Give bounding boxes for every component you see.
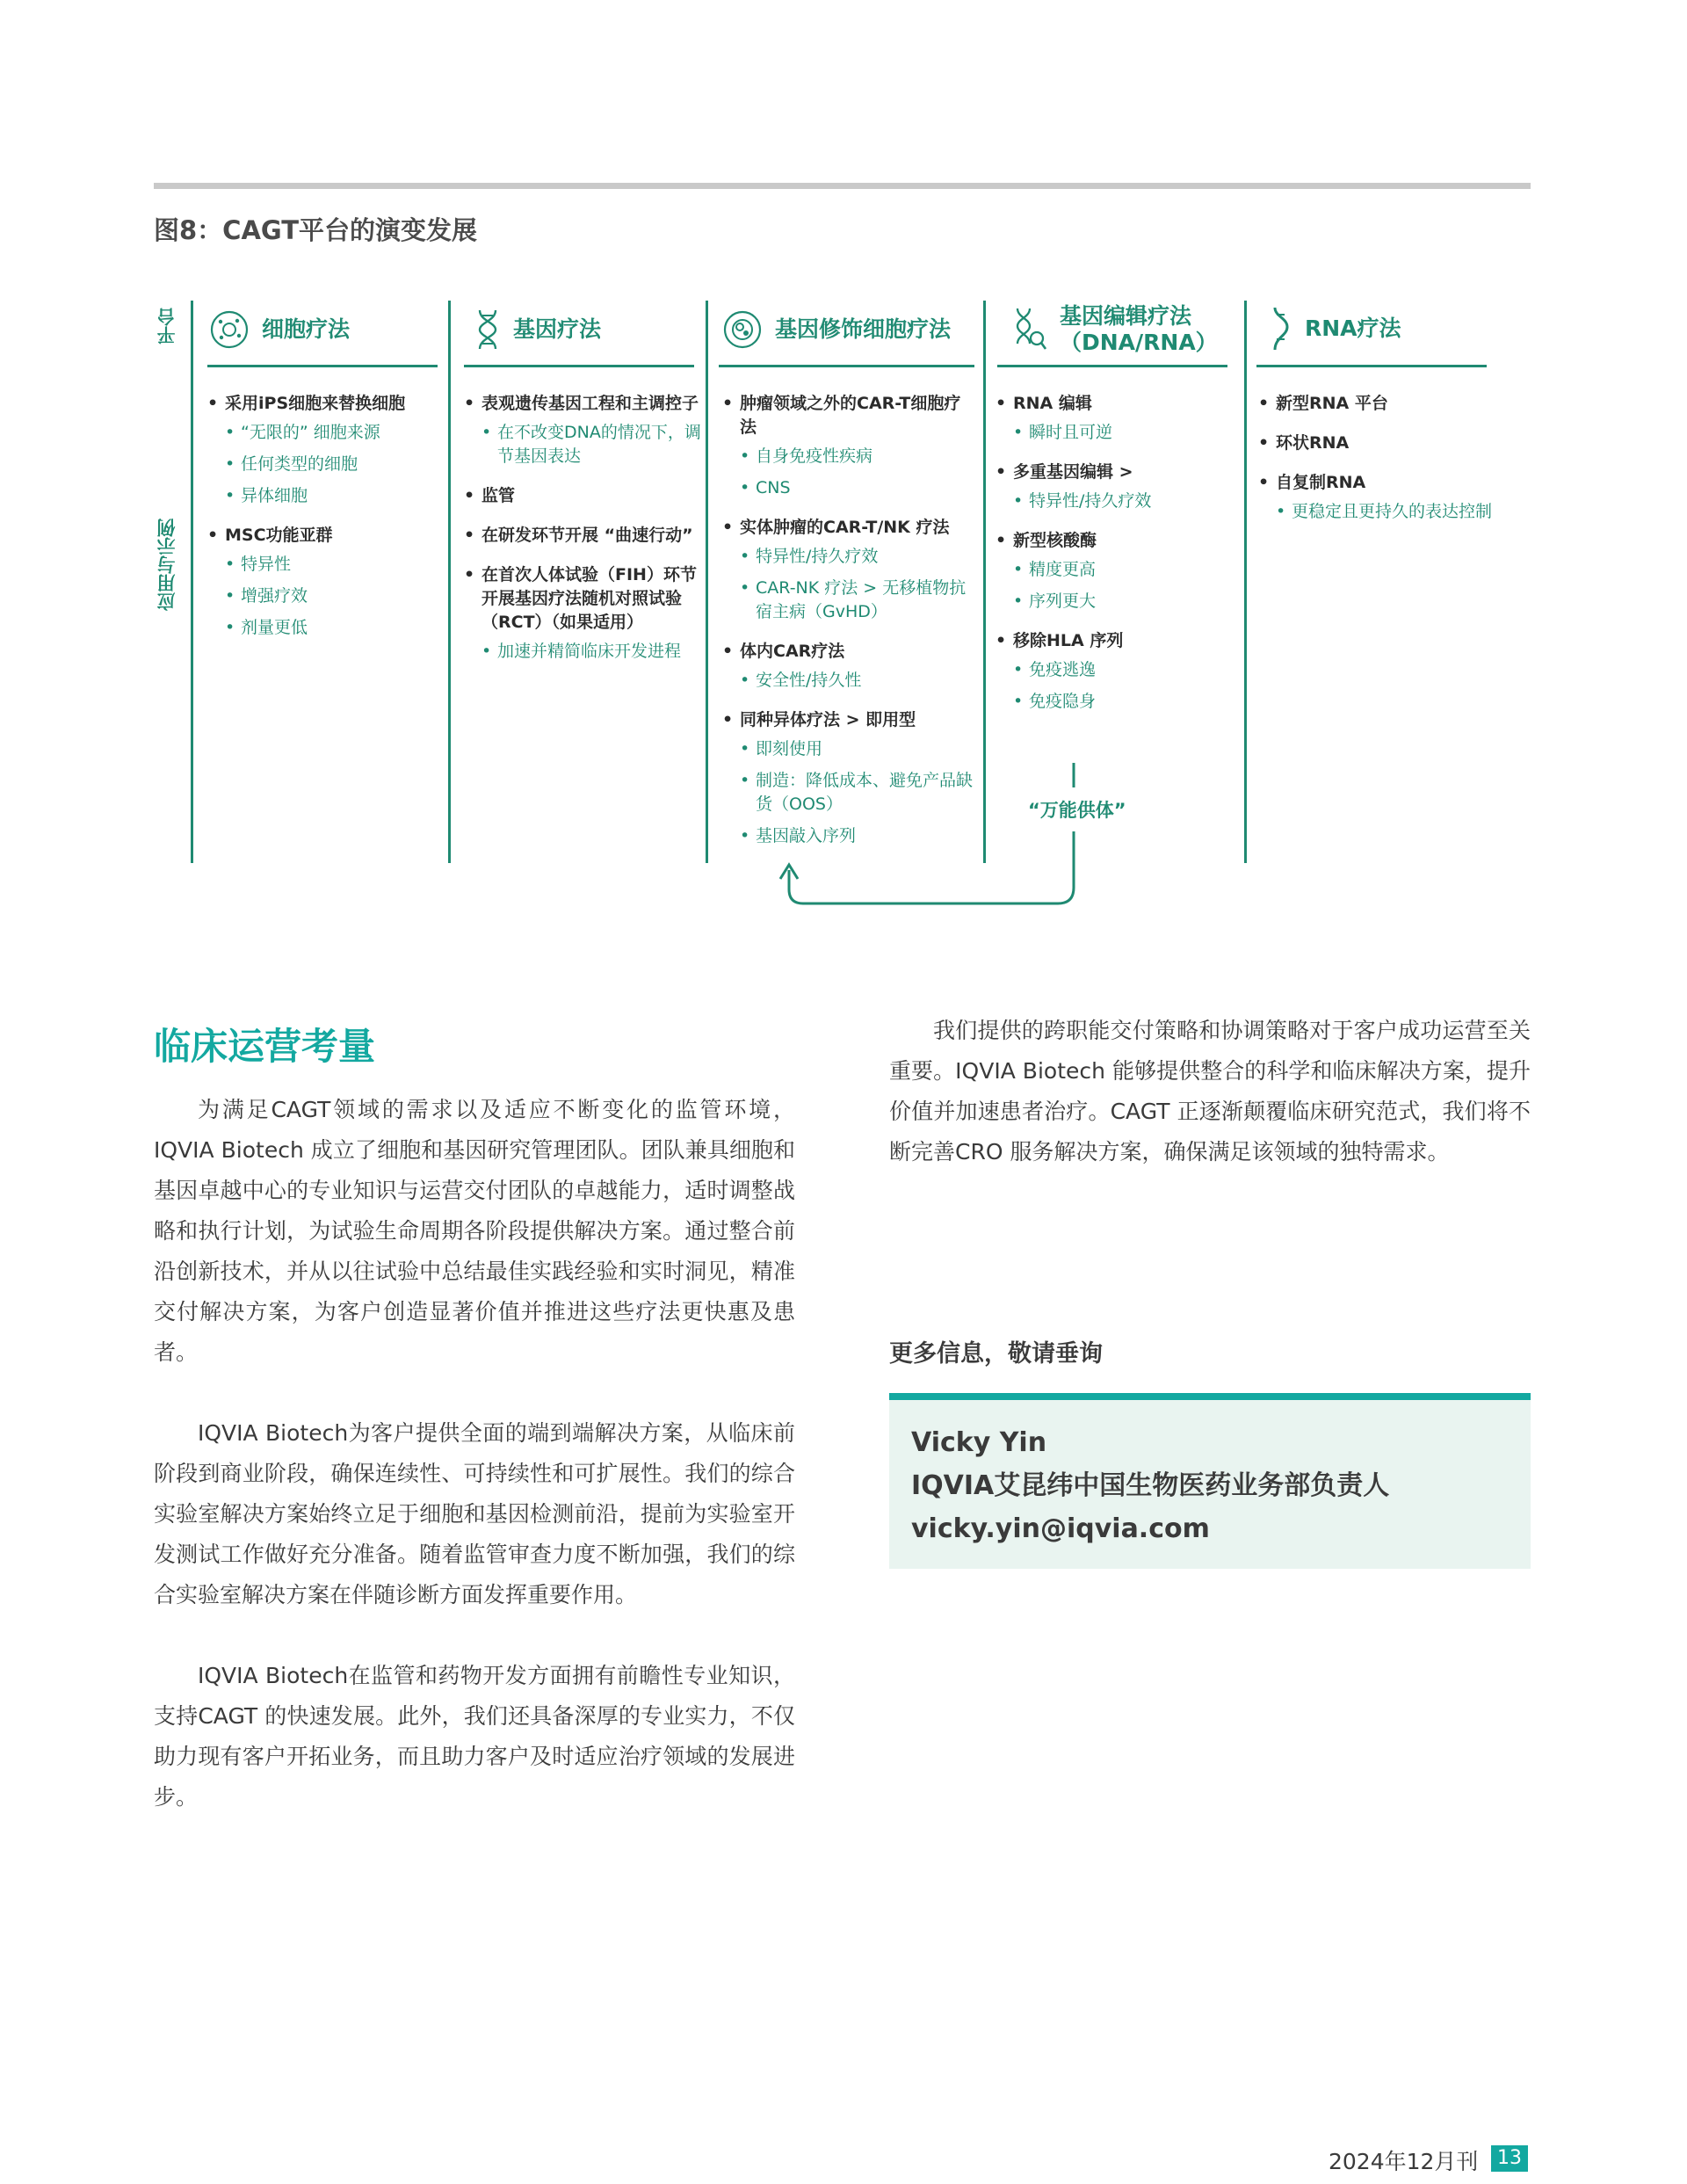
cell-icon (209, 309, 250, 350)
list-item: • 表观遗传基因工程和主调控子 • 在不改变DNA的情况下，调节基因表达 (464, 392, 701, 468)
paragraph: IQVIA Biotech为客户提供全面的端到端解决方案，从临床前阶段到商业阶段，确保连续性、可持续性和可扩展性。我们的综合实验室解决方案始终立足于细胞和基因检测前沿，提前为实验室开发测试工作做好充分准备。随着监管审查力度不断加强，我们的综合实验室解决方案在伴随诊断方面发挥重要作用。 (154, 1420, 795, 1607)
modified-cell-icon (722, 309, 763, 350)
column-body (207, 392, 440, 656)
figure-title: 图8：CAGT平台的演变发展 (154, 215, 477, 245)
list-item: • 新型RNA 平台 (1258, 392, 1513, 416)
list-item: • 在研发环节开展 “曲速行动” (464, 524, 701, 548)
column-heading-gene-therapy (474, 308, 694, 352)
column-body (464, 392, 701, 679)
column-heading-text: RNA疗法 (1305, 316, 1401, 341)
paragraph: IQVIA Biotech在监管和药物开发方面拥有前瞻性专业知识，支持CAGT 的快速发展。此外，我们还具备深厚的专业实力，不仅助力现有客户开拓业务，而且助力客户及时适应治疗领域的发展进步。 (154, 1663, 795, 1810)
right-column-text (889, 1011, 1531, 1172)
sub-list-item: • 自身免疫性疾病 (740, 445, 973, 468)
list-item: • 肿瘤领域之外的CAR-T细胞疗法 • 自身免疫性疾病 • CNS (722, 392, 973, 500)
contact-email[interactable]: vicky.yin@iqvia.com (911, 1513, 1210, 1544)
list-item: • 移除HLA 序列 • 免疫逃逸 • 免疫隐身 (996, 629, 1233, 714)
header-underline (719, 365, 974, 367)
column-heading-text: 细胞疗法 (262, 316, 351, 342)
list-item: • 监管 (464, 484, 701, 508)
header-underline (464, 365, 694, 367)
sub-list-item: • 异体细胞 (225, 484, 440, 508)
universal-donor-callout: “万能供体” (1028, 800, 1126, 821)
column-divider (1244, 301, 1247, 863)
sub-list-item: • 免疫逃逸 (1013, 658, 1233, 682)
sub-list-item: • 特异性/持久疗效 (740, 545, 973, 569)
sub-list-item: • 加速并精简临床开发进程 (481, 640, 701, 664)
section-title: 临床运营考量 (154, 1025, 376, 1068)
footer-issue: 2024年12月刊 (1329, 2149, 1479, 2174)
sub-list-item: • 精度更高 (1013, 558, 1233, 582)
column-body (1258, 392, 1513, 540)
rna-icon (1270, 306, 1292, 352)
sub-list-item: • 序列更大 (1013, 590, 1233, 613)
sub-list-item: • CNS (740, 476, 973, 500)
column-heading-modified-cell-therapy (722, 308, 977, 352)
list-item: • 新型核酸酶 • 精度更高 • 序列更大 (996, 529, 1233, 613)
sub-list-item: • 更稳定且更持久的表达控制 (1276, 500, 1513, 524)
dna-icon (474, 308, 501, 351)
contact-role: IQVIA艾昆纬中国生物医药业务部负责人 (911, 1470, 1390, 1501)
left-column-text (154, 1090, 795, 1818)
list-item: • 实体肿瘤的CAR-T/NK 疗法 • 特异性/持久疗效 • CAR-NK 疗法 > 无移植物抗宿主病（GvHD） (722, 516, 973, 624)
header-underline (207, 365, 438, 367)
list-item: • RNA 编辑 • 瞬时且可逆 (996, 392, 1233, 445)
column-heading-rna-therapy (1270, 306, 1489, 352)
column-divider (448, 301, 451, 863)
paragraph: 我们提供的跨职能交付策略和协调策略对于客户成功运营至关重要。IQVIA Biotech 能够提供整合的科学和临床解决方案，提升价值并加速患者治疗。CAGT 正逐渐颠覆临床研究范式，我们将不断完善CRO 服务解决方案，确保满足该领域的独特需求。 (889, 1018, 1531, 1165)
column-heading-text: 基因编辑疗法（DNA/RNA） (1060, 303, 1218, 355)
column-heading-gene-editing (1010, 302, 1230, 357)
header-underline (1256, 365, 1487, 367)
paragraph: 为满足CAGT领域的需求以及适应不断变化的监管环境，IQVIA Biotech 成立了细胞和基因研究管理团队。团队兼具细胞和基因卓越中心的专业知识与运营交付团队的卓越能力，适时调整战略和执行计划，为试验生命周期各阶段提供解决方案。通过整合前沿创新技术，并从以往试验中总结最佳实践经验和实时洞见，精准交付解决方案，为客户创造显著价值并推进这些疗法更快惠及患者。 (154, 1097, 795, 1365)
sub-list-item: • CAR-NK 疗法 > 无移植物抗宿主病（GvHD） (740, 577, 973, 624)
column-divider (706, 301, 708, 863)
list-item: • MSC功能亚群 • 特异性 • 增强疗效 • 剂量更低 (207, 524, 440, 640)
sub-list-item: • 特异性 (225, 553, 440, 577)
list-item: • 采用iPS细胞来替换细胞 • “无限的” 细胞来源 • 任何类型的细胞 • 异体细胞 (207, 392, 440, 508)
sub-list-item: • 剂量更低 (225, 616, 440, 640)
header-underline (997, 365, 1227, 367)
sub-list-item: • 增强疗效 (225, 584, 440, 608)
side-label-platform: 平台 (156, 308, 177, 345)
column-heading-text: 基因疗法 (513, 316, 602, 342)
list-item: • 在首次人体试验（FIH）环节开展基因疗法随机对照试验（RCT）（如果适用） • 加速并精简临床开发进程 (464, 563, 701, 664)
column-heading-cell-therapy (209, 308, 438, 352)
sub-list-item: • 特异性/持久疗效 (1013, 490, 1233, 513)
column-body (996, 392, 1233, 729)
column-heading-text: 基因修饰细胞疗法 (775, 316, 952, 342)
side-label-applications: 应用与示例 (156, 519, 177, 611)
gene-editing-icon (1010, 307, 1047, 352)
list-item: • 同种异体疗法 > 即用型 • 即刻使用 • 制造：降低成本、避免产品缺货（OOS） • 基因敲入序列 (722, 708, 973, 848)
list-item: • 体内CAR疗法 • 安全性/持久性 (722, 640, 973, 693)
sub-list-item: • 瞬时且可逆 (1013, 421, 1233, 445)
sub-list-item: • 基因敲入序列 (740, 824, 973, 848)
list-item: • 自复制RNA • 更稳定且更持久的表达控制 (1258, 471, 1513, 524)
sub-list-item: • “无限的” 细胞来源 (225, 421, 440, 445)
contact-card (889, 1393, 1531, 1569)
sub-list-item: • 任何类型的细胞 (225, 453, 440, 476)
contact-name: Vicky Yin (911, 1427, 1047, 1458)
list-item: • 环状RNA (1258, 432, 1513, 455)
sub-list-item: • 免疫隐身 (1013, 690, 1233, 714)
sub-list-item: • 即刻使用 (740, 737, 973, 761)
sub-list-item: • 在不改变DNA的情况下，调节基因表达 (481, 421, 701, 468)
sub-list-item: • 安全性/持久性 (740, 669, 973, 693)
contact-heading: 更多信息，敬请垂询 (889, 1340, 1103, 1368)
sub-list-item: • 制造：降低成本、避免产品缺货（OOS） (740, 769, 973, 816)
column-divider (191, 301, 193, 863)
page-number: 13 (1491, 2145, 1528, 2172)
figure-diagram (0, 0, 1687, 932)
connector-arrow (773, 756, 1090, 914)
list-item: • 多重基因编辑 > • 特异性/持久疗效 (996, 461, 1233, 513)
